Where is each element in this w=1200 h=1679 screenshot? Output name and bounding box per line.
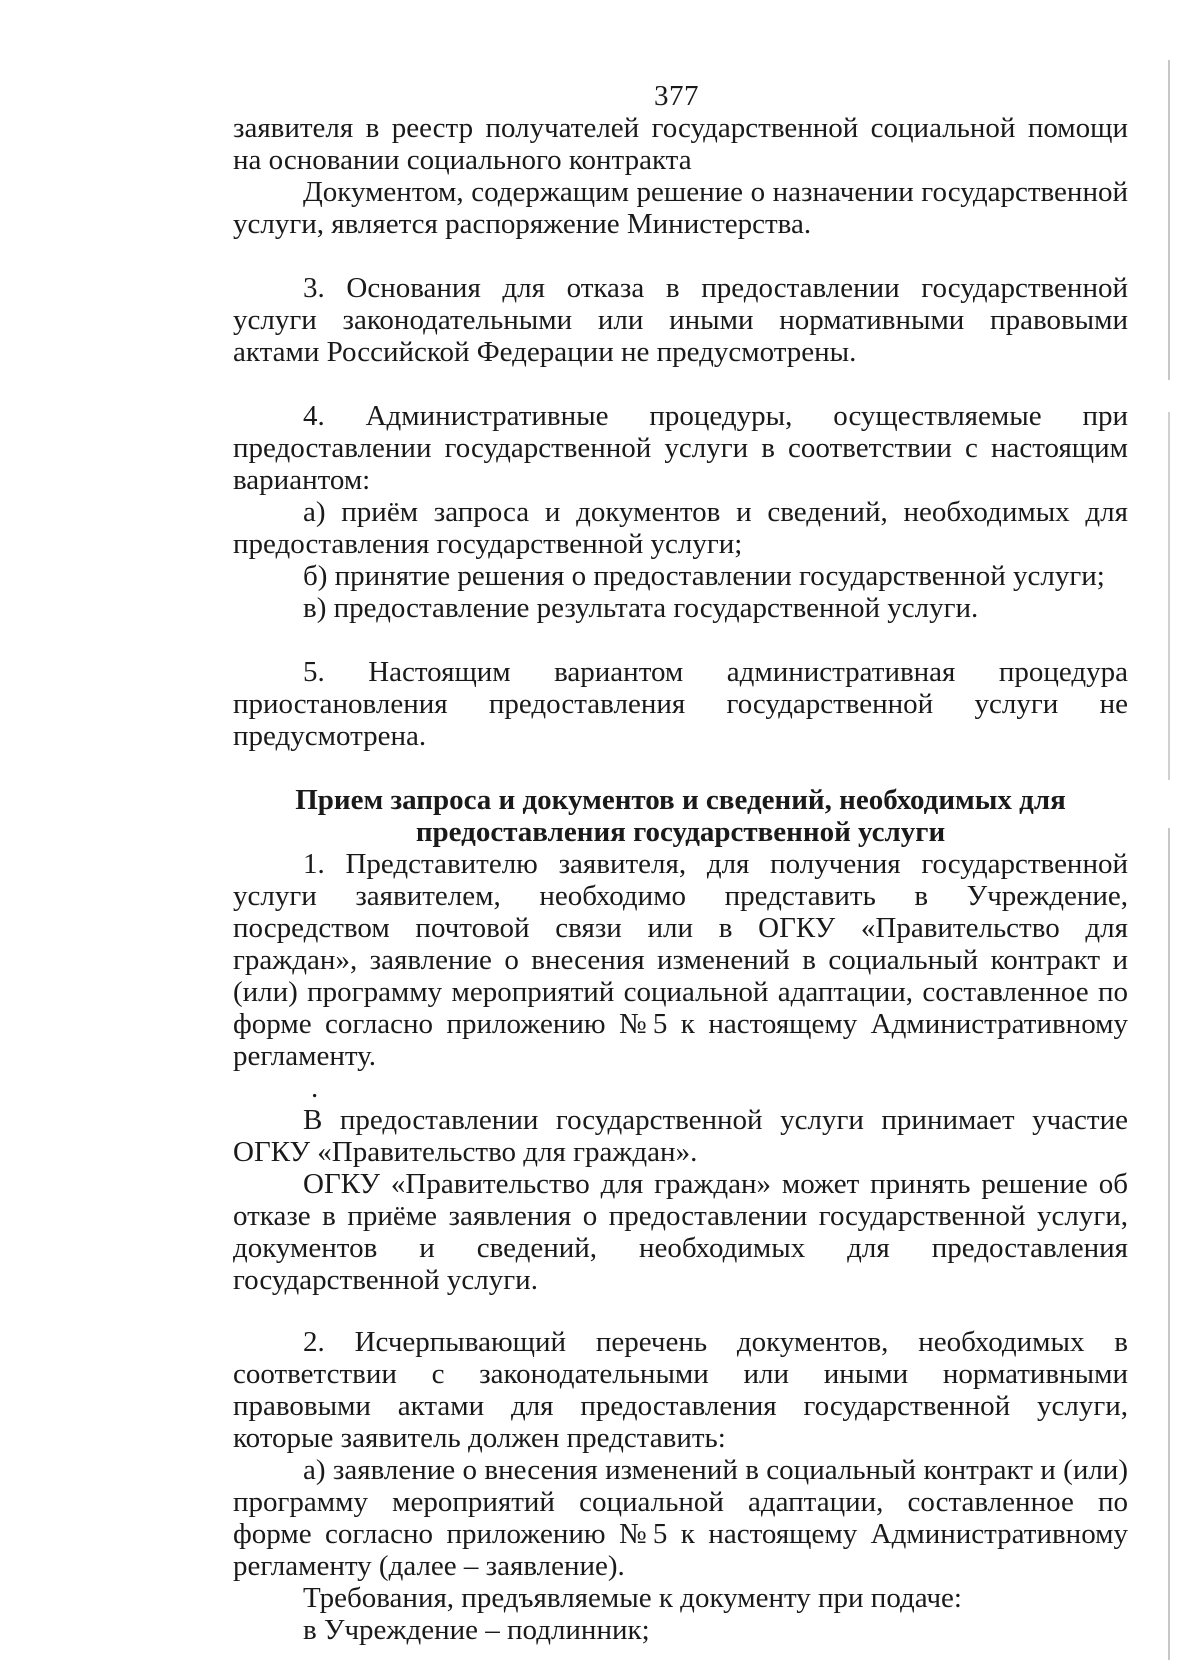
document-body: [233, 112, 1128, 1646]
paragraph-decision-document: Документом, содержащим решение о назначении государственной услуги, является распоряжение Министерства.: [233, 176, 1128, 240]
section-heading-line-2: предоставления государственной услуги: [415, 816, 946, 848]
list-item-application: а) заявление о внесения изменений в социальный контракт и (или) программу мероприятий социальной адаптации, составленное по форме согласно приложению №5 к настоящему Административному регламенту (далее – заявление).: [233, 1454, 1128, 1582]
paragraph-participation: В предоставлении государственной услуги принимает участие ОГКУ «Правительство для граждан».: [233, 1104, 1128, 1168]
paragraph-suspension: 5. Настоящим вариантом административная процедура приостановления предоставления государственной услуги не предусмотрена.: [233, 656, 1128, 752]
paragraph-documents-list: 2. Исчерпывающий перечень документов, необходимых в соответствии с законодательными или иными нормативными правовыми актами для предоставления государственной услуги, которые заявитель должен представить:: [233, 1326, 1128, 1454]
paragraph-admin-procedures: 4. Административные процедуры, осуществляемые при предоставлении государственной услуги в соответствии с настоящим вариантом:: [233, 400, 1128, 496]
paragraph-original: в Учреждение – подлинник;: [303, 1614, 650, 1646]
scan-edge-line: [1168, 60, 1170, 1660]
paragraph-continuation: заявителя в реестр получателей государственной социальной помощи на основании социального контракта: [233, 112, 1128, 176]
paragraph-refusal-grounds: 3. Основания для отказа в предоставлении государственной услуги законодательными или иными нормативными правовыми актами Российской Федерации не предусмотрены.: [233, 272, 1128, 368]
stray-dot: .: [311, 1072, 319, 1104]
section-heading-line-1: Прием запроса и документов и сведений, необходимых для: [295, 784, 1066, 816]
paragraph-representative-submission: 1. Представителю заявителя, для получения государственной услуги заявителем, необходимо представить в Учреждение, посредством почтовой связи или в ОГКУ «Правительство для граждан», заявление о внесения изменений в социальный контракт и (или) программу мероприятий социальной адаптации, составленное по форме согласно приложению №5 к настоящему Административному регламенту.: [233, 848, 1128, 1072]
section-heading: [233, 784, 1128, 848]
list-item-a: а) приём запроса и документов и сведений, необходимых для предоставления государственной услуги;: [233, 496, 1128, 560]
paragraph-refusal-decision: ОГКУ «Правительство для граждан» может принять решение об отказе в приёме заявления о предоставлении государственной услуги, документов и сведений, необходимых для предоставления государственной услуги.: [233, 1168, 1128, 1296]
page-number: 377: [654, 80, 699, 112]
paragraph-requirements: Требования, предъявляемые к документу при подаче:: [303, 1582, 962, 1614]
list-item-c: в) предоставление результата государственной услуги.: [303, 592, 979, 624]
list-item-b: б) принятие решения о предоставлении государственной услуги;: [303, 560, 1105, 592]
